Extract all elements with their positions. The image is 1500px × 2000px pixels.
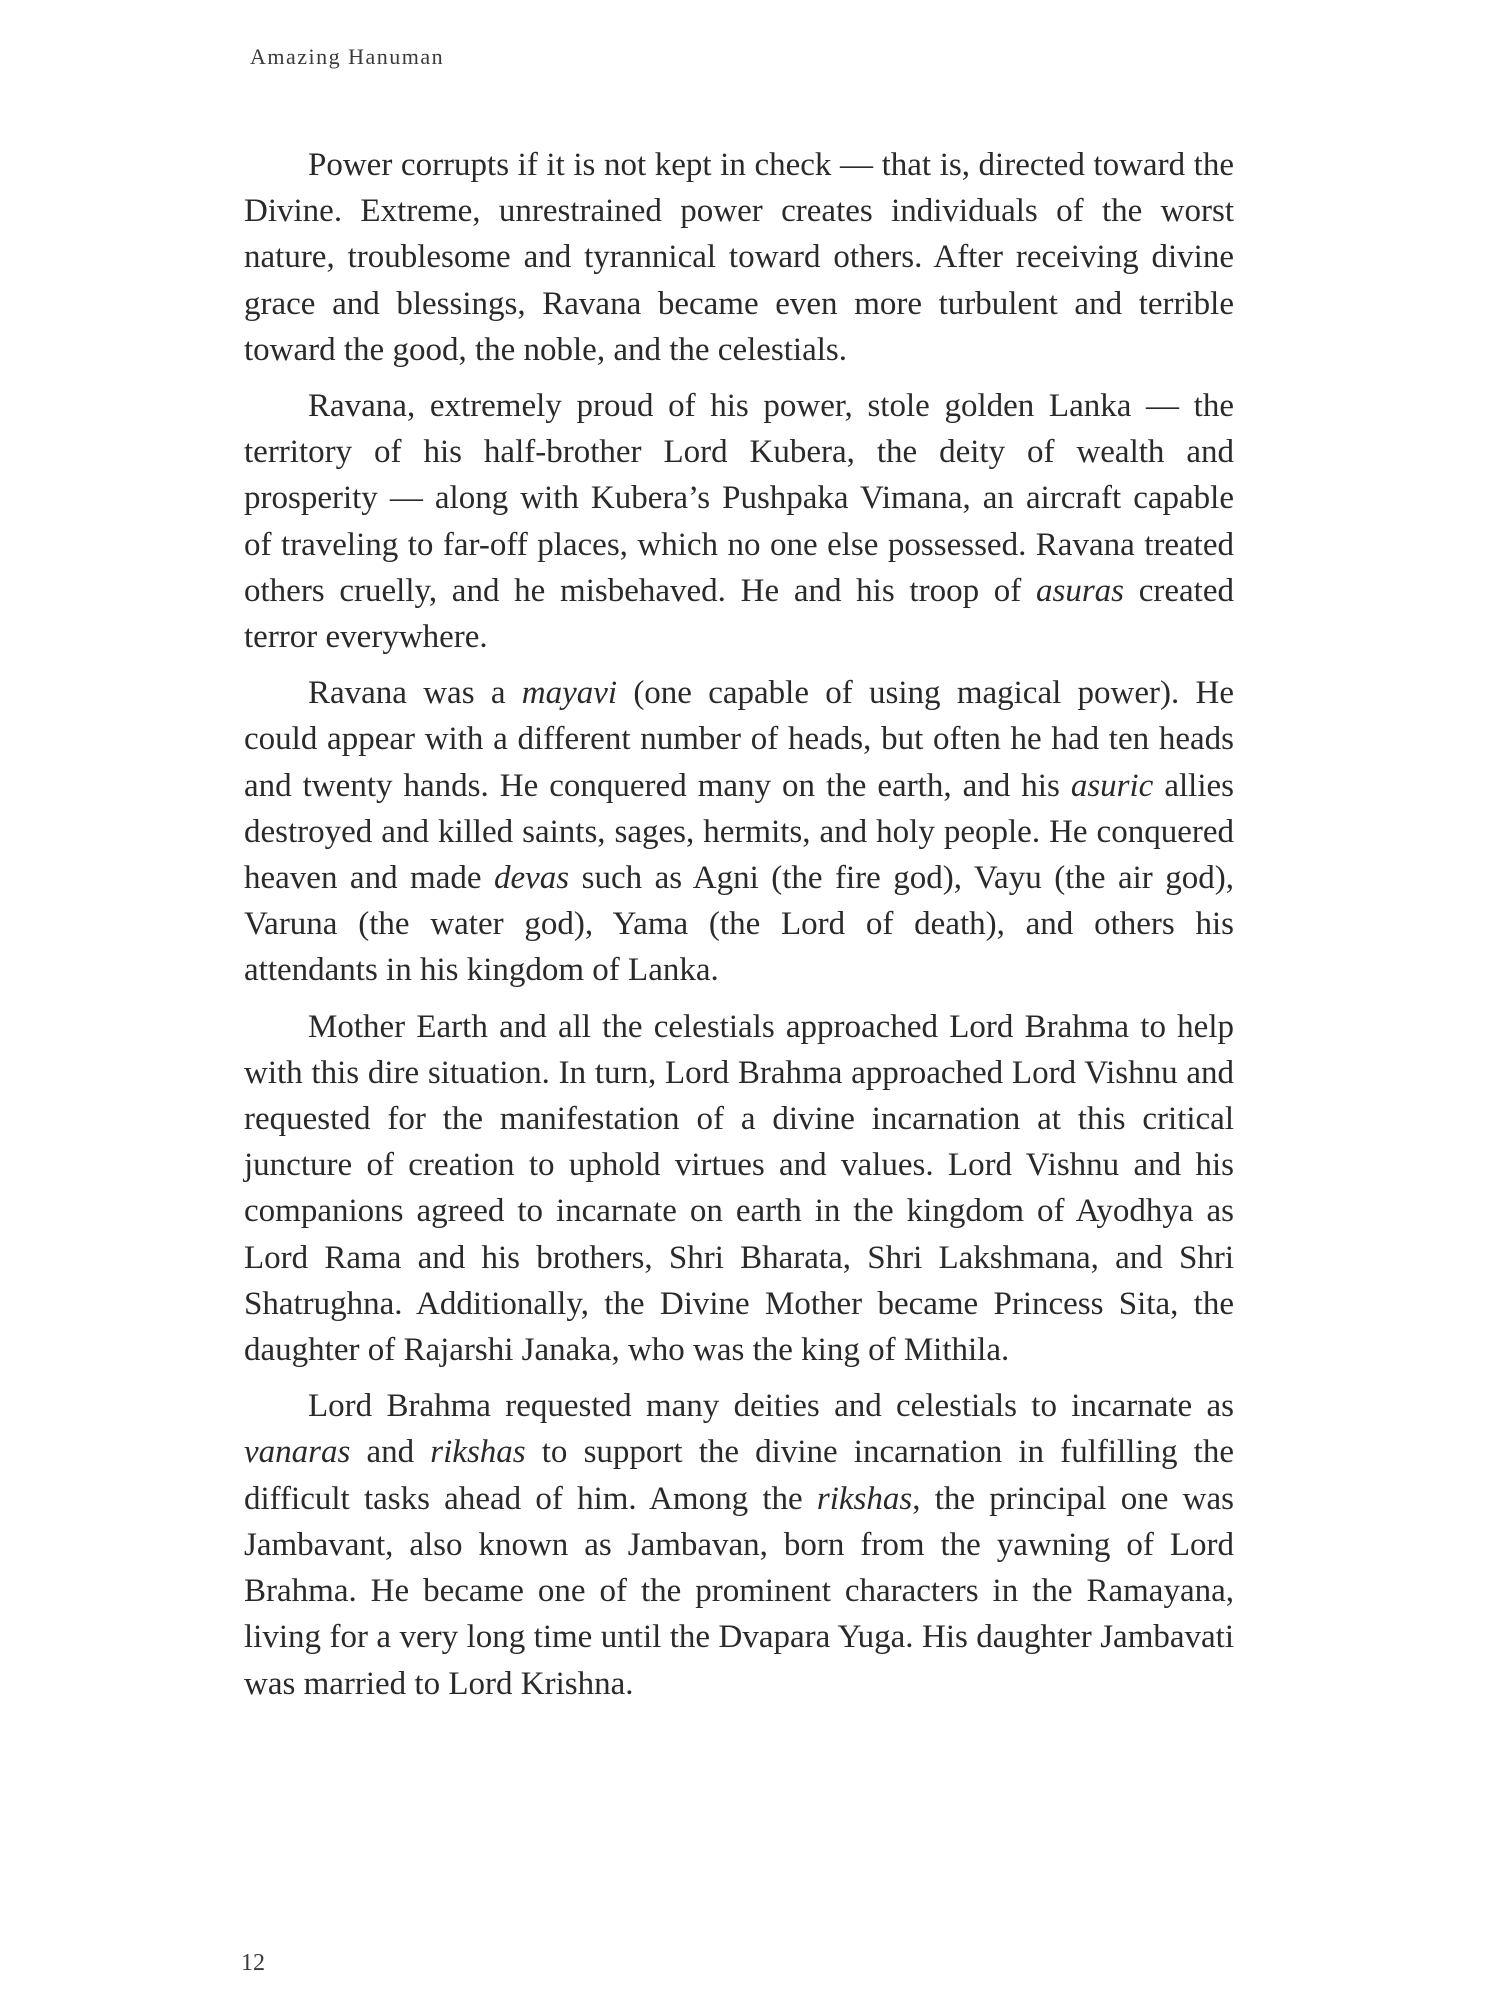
italic-term: rikshas	[816, 1480, 913, 1517]
paragraph	[244, 383, 1234, 660]
running-head: Amazing Hanuman	[250, 44, 445, 69]
text-span: Power corrupts if it is not kept in check — that is, directed toward the Divine. Extreme, unrestrained power creates individuals of the worst nature, troublesome and tyrannical toward others. After receiving divine grace and blessings, Ravana became even more turbulent and terrible toward the good, the noble, and the celestials.	[244, 147, 1234, 368]
italic-term: mayavi	[521, 675, 618, 712]
paragraph	[244, 142, 1234, 373]
text-span: to support the divine incarnation in fulfilling the difficult tasks ahead of him. Among the	[244, 1434, 1234, 1517]
text-span: such as Agni (the fire god), Vayu (the air god), Varuna (the water god), Yama (the Lord of death), and others his attendants in his kingdom of Lanka.	[244, 860, 1234, 989]
italic-term: devas	[494, 860, 570, 897]
text-span: created terror everywhere.	[244, 572, 1234, 656]
text-span: , the principal one was Jambavant, also known as Jambavan, born from the yawning of Lord Brahma. He became one of the prominent characters in the Ramayana, living for a very long time until the Dvapara Yuga. His daughter Jambavati was married to Lord Krishna.	[244, 1480, 1235, 1702]
text-span: allies destroyed and killed saints, sages, hermits, and holy people. He conquered heaven and made	[244, 767, 1234, 897]
italic-term: vanaras	[244, 1434, 351, 1471]
text-span: Mother Earth and all the celestials approached Lord Brahma to help with this dire situation. In turn, Lord Brahma approached Lord Vishnu and requested for the manifestation of a divine incarnation at this critical juncture of creation to uphold virtues and values. Lord Vishnu and his companions agreed to incarnate on earth in the kingdom of Ayodhya as Lord Rama and his brothers, Shri Bharata, Shri Lakshmana, and Shri Shatrughna. Additionally, the Divine Mother became Princess Sita, the daughter of Rajarshi Janaka, who was the king of Mithila.	[244, 1008, 1234, 1369]
italic-term: asuric	[1070, 767, 1154, 804]
text-span: and	[350, 1434, 431, 1471]
page-number: 12	[241, 1950, 265, 1976]
paragraph	[244, 1004, 1234, 1374]
paragraph	[244, 670, 1234, 993]
italic-term: rikshas	[430, 1434, 526, 1471]
text-span: Ravana, extremely proud of his power, stole golden Lanka — the territory of his half-brother Lord Kubera, the deity of wealth and prosperity — along with Kubera’s Pushpaka Vimana, an aircraft capable of traveling to far-off places, which no one else possessed. Ravana treated others cruelly, and he misbehaved. He and his troop of	[244, 388, 1234, 609]
body-text	[244, 142, 1234, 1717]
text-span: Ravana was a	[308, 675, 522, 712]
italic-term: asuras	[1036, 572, 1125, 609]
paragraph	[244, 1383, 1234, 1706]
text-span: Lord Brahma requested many deities and celestials to incarnate as	[308, 1388, 1234, 1425]
text-span: (one capable of using magical power). He could appear with a different number of heads, but often he had ten heads and twenty hands. He conquered many on the earth, and his	[244, 675, 1234, 804]
